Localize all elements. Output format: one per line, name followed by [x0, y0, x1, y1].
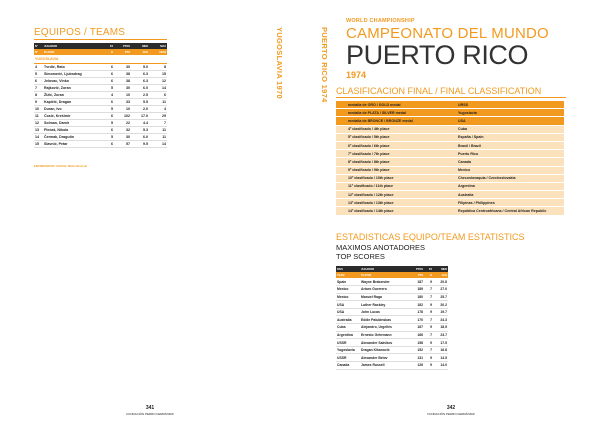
country-heading: PUERTO RICO	[346, 40, 529, 70]
scorer-row: Mexico Manuel Raga 180 7 25.7	[337, 294, 447, 299]
player-row: 11 Ćosić, Krešimir 6 102 17.0 29	[35, 113, 166, 118]
classification-row: 13º clasificado / 13th place Filipinas / Philippines	[336, 199, 564, 206]
classification-row: 9º clasificado / 9th place Mexico	[336, 167, 564, 174]
team-name-row	[34, 55, 167, 63]
scorer-row: Australia Eddie Palubinskas 170 7 24.3	[337, 317, 447, 322]
player-row: 5 Simonović, Ljubodrag 6 38 6.3 15	[35, 71, 166, 76]
player-row: 14 Čermak, Dragutin 5 30 6.0 11	[35, 134, 166, 139]
player-row: 8 Žižić, Zoran 4 10 2.5 6	[35, 92, 166, 97]
player-row: 15 Slavnić, Petar 6 57 9.5 14	[35, 142, 166, 147]
player-row: 4 Tvrdić, Rato 6 30 5.0 8	[35, 64, 166, 69]
classification-table	[336, 100, 564, 216]
scorer-row: USSR Alexander Belov 131 9 14.5	[337, 355, 447, 360]
classification-row: medalla de ORO / GOLD medal URSS	[336, 101, 564, 108]
classification-row: 10º clasificado / 10th place Checoslovaquia / Czechoslovakia	[336, 175, 564, 182]
classification-row: 14º clasificado / 14th place República Centroafricana / Central African Republic	[336, 207, 564, 214]
player-row: 7 Rajković, Zoran 5 30 6.0 14	[35, 85, 166, 90]
player-row: 10 Duran, Ivo 5 10 2.0 4	[35, 106, 166, 111]
team-name: YUGOSLAVIA	[34, 55, 167, 63]
scorer-row: USSR Alexander Salnikov 158 9 17.5	[337, 340, 447, 345]
scorer-row: Yugoslavia Dragan Kikanović 152 7 16.8	[337, 348, 447, 353]
scorers-header-es: PAIS JUGADOR PTOS PJ MED	[337, 267, 447, 271]
classification-row: 11º clasificado / 11th place Argentina	[336, 183, 564, 190]
player-row: 6 Jelovac, Vinko 6 38 6.3 12	[35, 78, 166, 83]
classification-row: 4º clasificado / 4th place Cuba	[336, 126, 564, 133]
scorer-row: Spain Wayne Brabender 187 9 20.8	[336, 278, 448, 286]
classification-title: CLASIFICACION FINAL / FINAL CLASSIFICATION	[336, 86, 542, 96]
top-scorers-title: MAXIMOS ANOTADORES TOP SCORES	[336, 243, 426, 261]
left-page-number: 341 FUNDACIÓN PEDRO FERRÁNDIZ	[110, 405, 190, 416]
title-rule	[34, 39, 167, 40]
roster-table	[34, 43, 167, 148]
player-row: 9 Kapičić, Dragan 6 33 5.5 11	[35, 99, 166, 104]
scorer-row: USA Luther Rackley 182 9 20.2	[337, 302, 447, 307]
statistics-title: ESTADISTICAS EQUIPO/TEAM ESTATISTICS	[336, 232, 525, 242]
classification-row: 7º clasificado / 7th place Puerto Rico	[336, 150, 564, 157]
right-footer: FUNDACIÓN PEDRO FERRÁNDIZ	[427, 412, 475, 416]
roster-header-en: Nº PLAYER G PTS AVG HIGH	[35, 50, 166, 54]
classification-row: 8º clasificado / 8th place Canada	[336, 158, 564, 165]
scorer-row: Cuba Alejandro, Urgellés 167 9 18.5	[337, 325, 447, 330]
vertical-label-puerto-rico: PUERTO RICO 1974	[320, 27, 329, 103]
coach-line: ENTRENADOR / COACH: Mirko Novosel	[34, 164, 88, 168]
classification-row: medalla de BRONCE / BRONZE medal USA	[336, 117, 564, 124]
player-row: 12 Solman, Damir 5 22 4.4 7	[35, 120, 166, 125]
scorer-row: Canada James Russell 126 9 14.0	[337, 363, 447, 368]
scorer-row: Mexico Arturo Guerrero 189 7 27.0	[337, 287, 447, 292]
teams-title: EQUIPOS / TEAMS	[34, 27, 126, 38]
player-row: 13 Plećaš, Nikola 6 32 5.3 11	[35, 127, 166, 132]
roster-header-es: N° JUGADOR PJ PTOS MED MAX	[35, 44, 166, 48]
scorer-row: USA John Lucas 178 9 19.7	[337, 310, 447, 315]
world-championship-label: WORLD CHAMPIONSHIP	[346, 18, 415, 24]
vertical-label-yugoslavia: YUGOSLAVIA 1970	[275, 27, 284, 100]
classification-row: medalla de PLATA / SILVER medal Yugoslavia	[336, 109, 564, 116]
year-label: 1974	[346, 70, 367, 80]
right-page-number: 342 FUNDACIÓN PEDRO FERRÁNDIZ	[411, 405, 491, 416]
classification-row: 12º clasificado / 12th place Australia	[336, 191, 564, 198]
scorers-header-en: TEAM PLAYER PTS G AVG	[337, 273, 447, 277]
classification-rule	[336, 97, 566, 98]
campeonato-heading: CAMPEONATO DEL MUNDO	[346, 25, 549, 42]
top-scorers-table	[336, 266, 448, 370]
classification-row: 6º clasificado / 6th place Brasil / Brazil	[336, 142, 564, 149]
classification-row: 5º clasificado / 5th place España / Spain	[336, 134, 564, 141]
left-footer: FUNDACIÓN PEDRO FERRÁNDIZ	[126, 412, 174, 416]
scorer-row: Argentina Ernesto Gehrmann 166 7 23.7	[337, 332, 447, 337]
